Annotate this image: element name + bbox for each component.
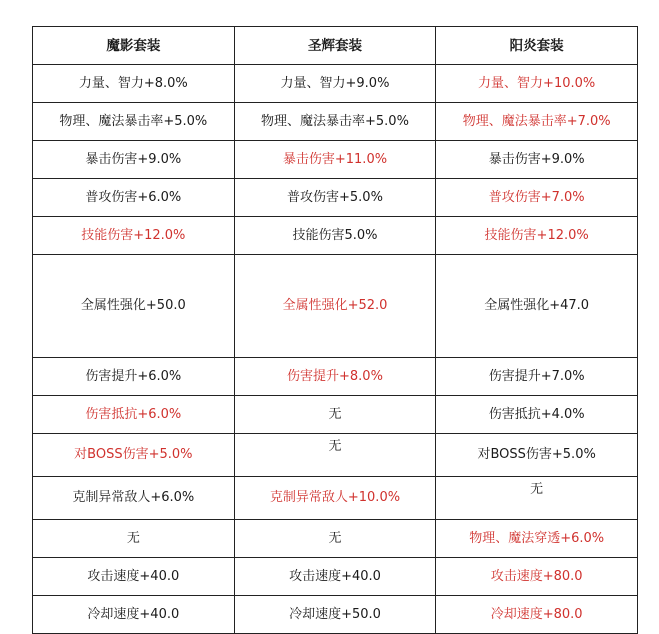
table-cell: 暴击伤害+11.0% [234,141,436,179]
header-yangyan-set: 阳炎套装 [436,27,638,65]
table-cell: 全属性强化+50.0 [33,255,235,358]
table-cell: 冷却速度+40.0 [33,596,235,634]
table-cell: 攻击速度+40.0 [234,558,436,596]
table-cell: 暴击伤害+9.0% [436,141,638,179]
header-moying-set: 魔影套装 [33,27,235,65]
table-row [33,520,638,558]
table-cell: 无 [234,520,436,558]
table-cell: 克制异常敌人+10.0% [234,477,436,520]
table-cell: 伤害提升+8.0% [234,358,436,396]
table-row [33,217,638,255]
table-cell: 力量、智力+8.0% [33,65,235,103]
table-cell: 技能伤害+12.0% [33,217,235,255]
table-cell: 对BOSS伤害+5.0% [33,434,235,477]
table-cell: 物理、魔法穿透+6.0% [436,520,638,558]
table-row [33,358,638,396]
table-cell: 暴击伤害+9.0% [33,141,235,179]
set-comparison-table [32,26,638,634]
table-cell: 伤害提升+6.0% [33,358,235,396]
table-cell: 力量、智力+10.0% [436,65,638,103]
table-cell: 全属性强化+47.0 [436,255,638,358]
header-row [33,27,638,65]
table-cell: 普攻伤害+5.0% [234,179,436,217]
table-row [33,477,638,520]
table-cell: 全属性强化+52.0 [234,255,436,358]
table-cell: 攻击速度+40.0 [33,558,235,596]
table-row [33,141,638,179]
table-cell: 冷却速度+80.0 [436,596,638,634]
table-cell: 力量、智力+9.0% [234,65,436,103]
table-cell: 普攻伤害+7.0% [436,179,638,217]
table-row [33,255,638,358]
table-cell: 无 [234,396,436,434]
table-row [33,396,638,434]
table-row [33,103,638,141]
table-row [33,179,638,217]
header-shenghui-set: 圣辉套装 [234,27,436,65]
table-cell: 对BOSS伤害+5.0% [436,434,638,477]
table-cell: 物理、魔法暴击率+5.0% [234,103,436,141]
table-cell: 攻击速度+80.0 [436,558,638,596]
table-cell: 伤害抵抗+6.0% [33,396,235,434]
table-cell: 物理、魔法暴击率+7.0% [436,103,638,141]
table-row [33,596,638,634]
table-row [33,558,638,596]
table-cell: 冷却速度+50.0 [234,596,436,634]
table-cell: 伤害提升+7.0% [436,358,638,396]
table-cell: 伤害抵抗+4.0% [436,396,638,434]
table-row [33,434,638,477]
table-cell: 无 [436,477,638,520]
table-cell: 技能伤害+12.0% [436,217,638,255]
table-cell: 技能伤害5.0% [234,217,436,255]
table-cell: 无 [234,434,436,477]
table-cell: 克制异常敌人+6.0% [33,477,235,520]
table-cell: 无 [33,520,235,558]
table-row [33,65,638,103]
table-cell: 物理、魔法暴击率+5.0% [33,103,235,141]
table-cell: 普攻伤害+6.0% [33,179,235,217]
